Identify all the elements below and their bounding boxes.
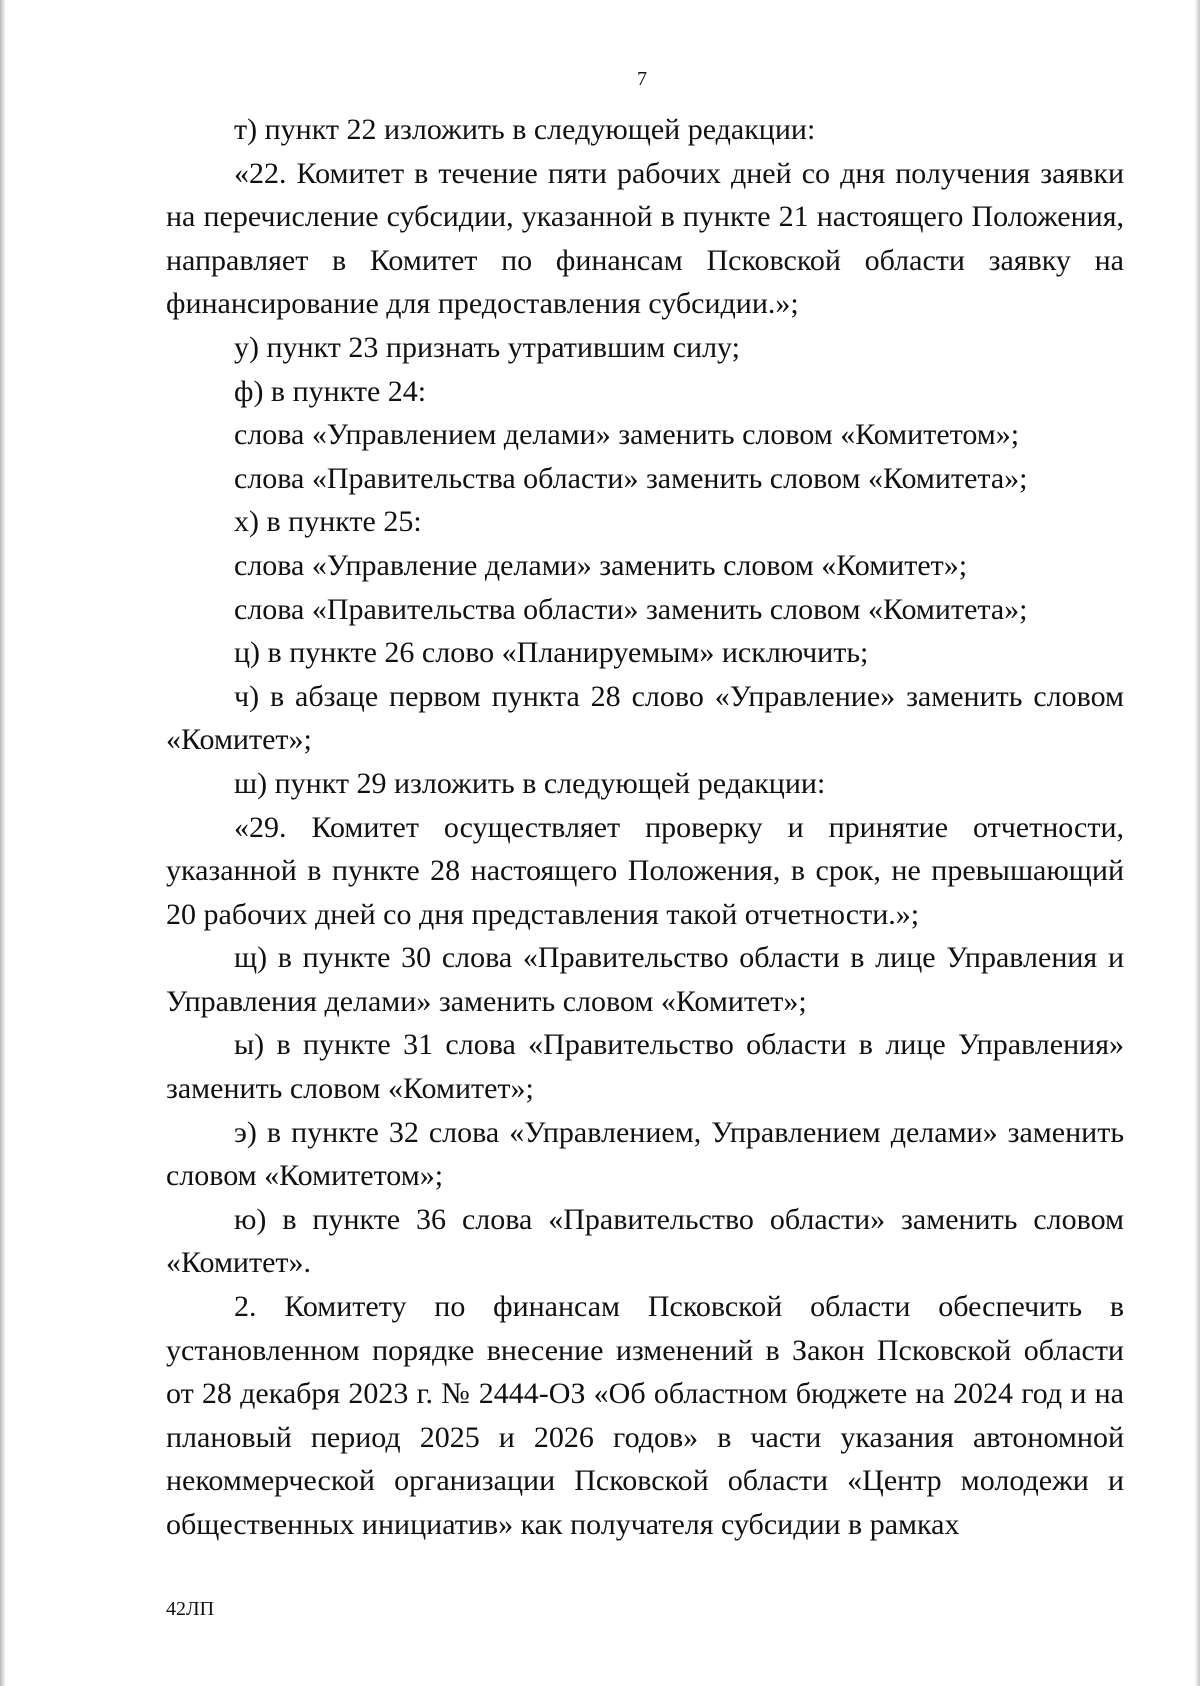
- paragraph-item-e: э) в пункте 32 слова «Управлением, Управлением делами» заменить словом «Комитетом»;: [166, 1115, 1124, 1193]
- paragraph-section-2: 2. Комитету по финансам Псковской области обеспечить в установленном порядке внесение изменений в Закон Псковской области от 28 декабря 2023 г. № 2444-ОЗ «Об областном бюджете на 2024 год и на плановый период 2025 и 2026 годов» в части указания автономной некоммерческой организации Псковской области «Центр молодежи и общественных инициатив» как получателя субсидии в рамках: [166, 1290, 1124, 1541]
- paragraph-quote-29: «29. Комитет осуществляет проверку и принятие отчетности, указанной в пункте 28 настоящего Положения, в срок, не превышающий 20 рабочих дней со дня представления такой отчетности.»;: [166, 810, 1124, 931]
- paragraph-item-f: ф) в пункте 24:: [234, 374, 427, 408]
- paragraph-item-kh: х) в пункте 25:: [234, 505, 422, 539]
- paragraph-item-ch: ч) в абзаце первом пункта 28 слово «Управление» заменить словом «Комитет»;: [166, 679, 1124, 757]
- footer-document-code: 42ЛП: [166, 1598, 215, 1620]
- paragraph-item-u: у) пункт 23 признать утратившим силу;: [234, 330, 741, 364]
- paragraph-item-shch: щ) в пункте 30 слова «Правительство области в лице Управления и Управления делами» заменить словом «Комитет»;: [166, 941, 1124, 1018]
- paragraph-item-yu: ю) в пункте 36 слова «Правительство области» заменить словом «Комитет».: [166, 1202, 1124, 1280]
- paragraph-item-kh-line-2: слова «Правительства области» заменить словом «Комитета»;: [234, 592, 1028, 626]
- document-body: [166, 108, 1124, 1547]
- page-number: 7: [637, 68, 647, 90]
- paragraph-item-f-line-2: слова «Правительства области» заменить словом «Комитета»;: [234, 461, 1028, 495]
- scan-edge-left: [0, 0, 6, 1686]
- paragraph-item-t: т) пункт 22 изложить в следующей редакции:: [234, 113, 816, 146]
- paragraph-quote-22: «22. Комитет в течение пяти рабочих дней со дня получения заявки на перечисление субсидии, указанной в пункте 21 настоящего Положения, направляет в Комитет по финансам Псковской области заявку на финансирование для предоставления субсидии.»;: [166, 156, 1124, 321]
- scan-edge-right: [1194, 0, 1200, 1686]
- paragraph-item-f-line-1: слова «Управлением делами» заменить словом «Комитетом»;: [234, 418, 1020, 452]
- paragraph-item-y: ы) в пункте 31 слова «Правительство области в лице Управления» заменить словом «Комитет»;: [166, 1028, 1124, 1106]
- paragraph-item-ts: ц) в пункте 26 слово «Планируемым» исключить;: [234, 636, 869, 670]
- paragraph-item-sh: ш) пункт 29 изложить в следующей редакции:: [234, 766, 826, 800]
- paragraph-item-kh-line-1: слова «Управление делами» заменить словом «Комитет»;: [234, 548, 968, 582]
